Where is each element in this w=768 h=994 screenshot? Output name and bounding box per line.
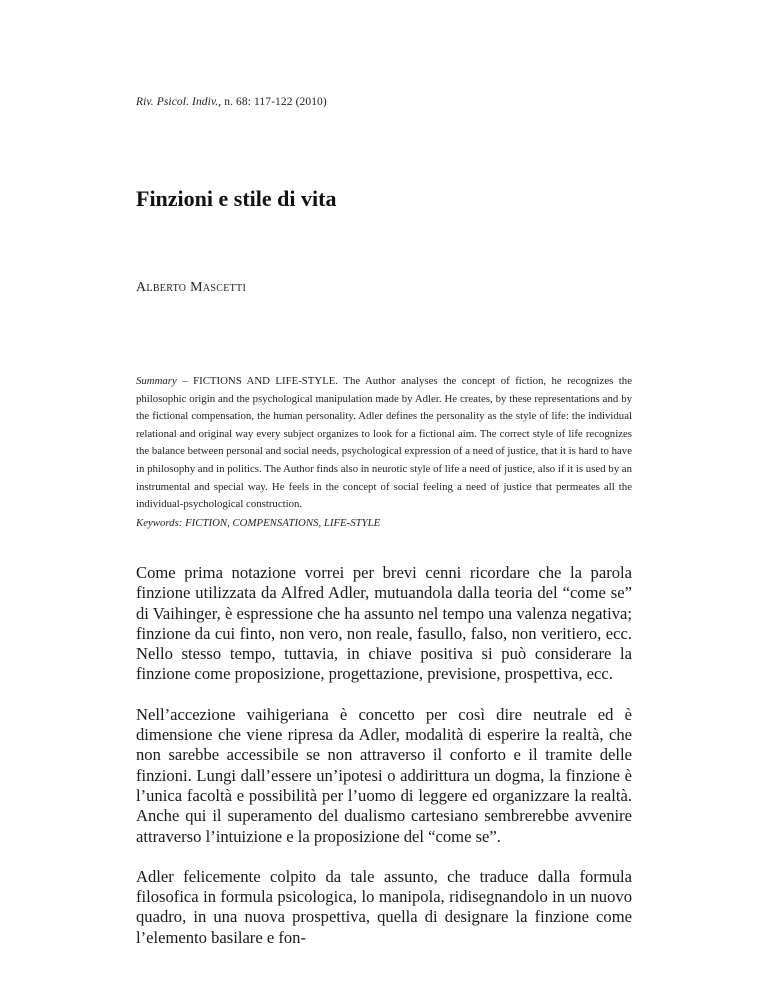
keywords-text: : FICTION, COMPENSATIONS, LIFE-STYLE	[178, 517, 381, 529]
article-title: Finzioni e stile di vita	[136, 186, 337, 211]
summary-text: FICTIONS AND LIFE-STYLE. The Author analyses the concept of fiction, he recognizes the philosophic origin and the psychological manipulation made by Adler. He creates, by these representations and by the fictional compensation, the human personality. Adler defines the personality as the style of life: the individual relational and original way every subject organizes to look for a fictional aim. The correct style of life recognizes the balance between personal and social needs, psychological expression of a need of justice, that it is hard to have in philosophy and in politics. The Author finds also in neurotic style of life a need of justice, also if it is used by an instrumental and special way. He feels in the concept of social feeling a need of justice that permeates all the individual-psychological construction.	[136, 375, 632, 511]
body-paragraph: Come prima notazione vorrei per brevi cenni ricordare che la parola finzione utilizzata da Alfred Adler, mutuandola dalla teoria del “come se” di Vaihinger, è espressione che ha assunto nel tempo una valenza negativa; finzione da cui finto, non vero, non reale, fasullo, falso, non veritiero, ecc. Nello stesso tempo, tuttavia, in chiave positiva si può considerare la finzione come proposizione, progettazione, previsione, prospettiva, ecc.	[136, 563, 632, 684]
body-text	[136, 563, 632, 968]
keywords-line	[136, 517, 380, 529]
summary-paragraph	[136, 373, 632, 514]
author-name: Alberto Mascetti	[136, 280, 247, 295]
journal-citation	[136, 96, 327, 108]
keywords-label: Keywords	[136, 517, 179, 529]
body-paragraph: Nell’accezione vaihigeriana è concetto per così dire neutrale ed è dimensione che viene ripresa da Adler, modalità di esperire la realtà, che non sarebbe accessibile se non attraverso il conforto e il tramite delle finzioni. Lungi dall’essere un’ipotesi o addirittura un dogma, la finzione è l’unica facoltà e possibilità per l’uomo di leggere ed organizzare la realtà. Anche qui il superamento del dualismo cartesiano sembrerebbe avvenire attraverso l’intuizione e la proposizione del “come se”.	[136, 704, 632, 846]
journal-name: Riv. Psicol. Indiv.	[136, 96, 219, 108]
body-paragraph: Adler felicemente colpito da tale assunto, che traduce dalla formula filosofica in formula psicologica, lo manipola, ridisegnandolo in un nuovo quadro, in una nuova prospettiva, quella di designare la finzione come l’elemento basilare e fon-	[136, 866, 632, 947]
issue-info: , n. 68: 117-122 (2010)	[218, 96, 327, 108]
summary-label: Summary	[136, 375, 177, 387]
summary-dash: –	[176, 375, 194, 387]
